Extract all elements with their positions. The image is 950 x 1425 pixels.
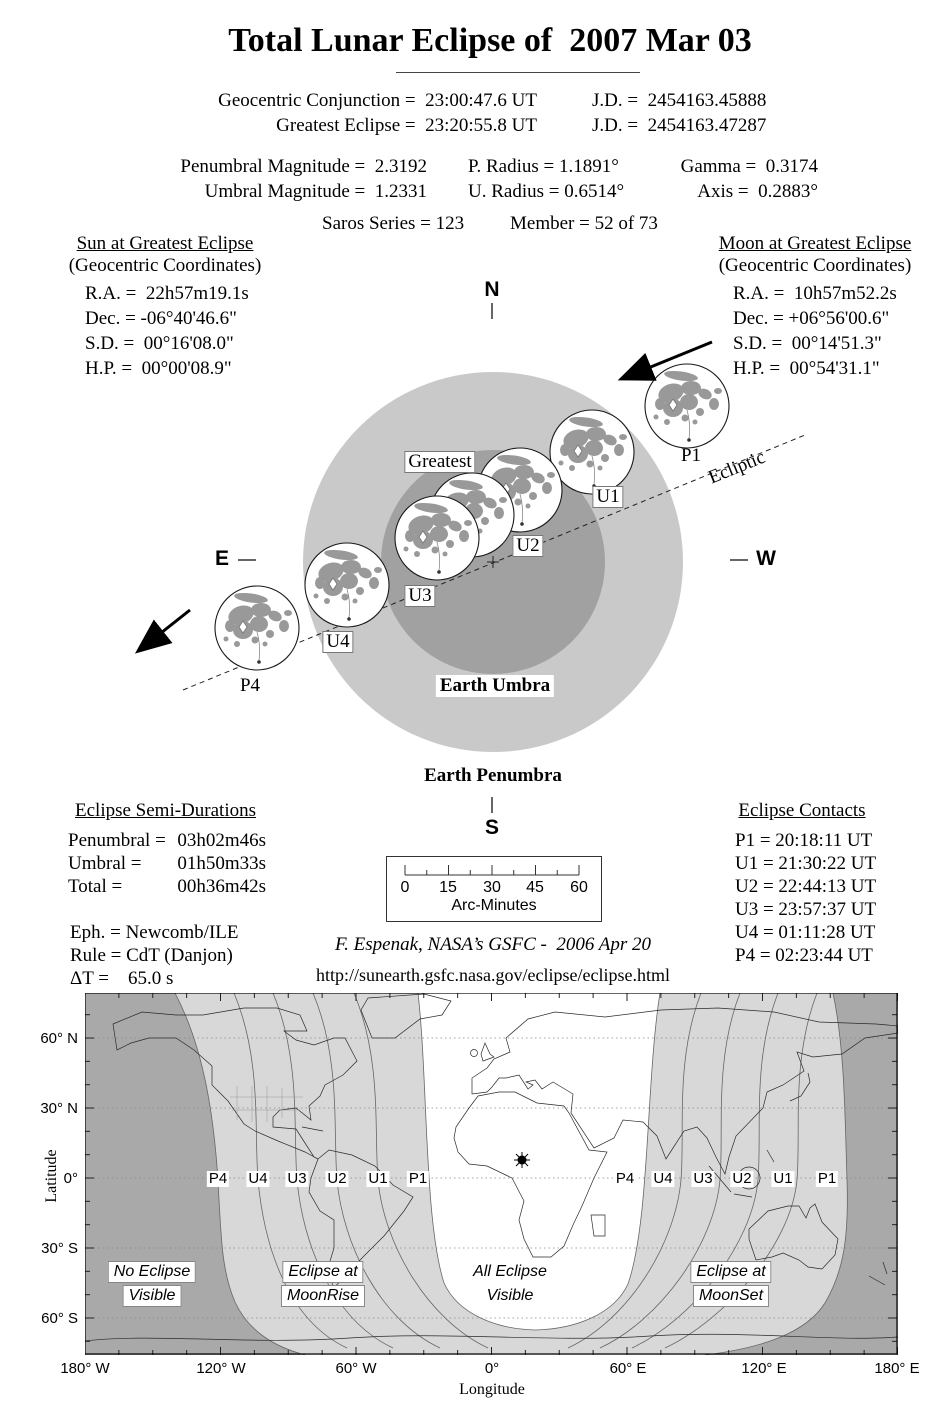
lat-axis-title: Latitude bbox=[43, 1149, 60, 1203]
credit-author: F. Espenak, NASA’s GSFC - 2006 Apr 20 bbox=[335, 934, 651, 955]
saros-member: Member = 52 of 73 bbox=[510, 213, 658, 234]
saros-series: Saros Series = 123 bbox=[322, 213, 465, 234]
label-ecliptic: Ecliptic bbox=[705, 446, 769, 489]
map-contact-west-u2: U2 bbox=[327, 1170, 347, 1187]
zone-no-eclipse-line1: No Eclipse bbox=[108, 1261, 196, 1283]
moon-hp: H.P. = 00°54'31.1" bbox=[733, 358, 880, 379]
contact-u4: U4 = 01:11:28 UT bbox=[735, 922, 876, 943]
scale-ruler bbox=[387, 859, 601, 881]
p-radius: P. Radius = 1.1891° bbox=[468, 156, 619, 177]
moon-block-subtitle: (Geocentric Coordinates) bbox=[718, 255, 912, 276]
greatest-eclipse-zenith-marker bbox=[514, 1152, 530, 1168]
map-contact-west-u3: U3 bbox=[287, 1170, 307, 1187]
gamma: Gamma = 0.3174 bbox=[680, 156, 818, 177]
contact-p4: P4 = 02:23:44 UT bbox=[735, 945, 873, 966]
map-contact-east-u4: U4 bbox=[653, 1170, 673, 1187]
duration-row bbox=[68, 853, 266, 875]
zone-all-eclipse-line1: All Eclipse bbox=[468, 1262, 552, 1282]
lon-label-60e: 60° E bbox=[609, 1360, 647, 1377]
label-u2: U2 bbox=[512, 535, 543, 557]
scale-tick-15: 15 bbox=[439, 879, 457, 896]
contact-p1: P1 = 20:18:11 UT bbox=[735, 830, 873, 851]
u-radius: U. Radius = 0.6514° bbox=[468, 181, 625, 202]
scale-tick-0: 0 bbox=[400, 879, 410, 896]
moon-u3 bbox=[395, 496, 479, 580]
lon-label-120e: 120° E bbox=[741, 1360, 787, 1377]
map-contact-west-u1: U1 bbox=[368, 1170, 388, 1187]
moon-dec: Dec. = +06°56'00.6" bbox=[733, 308, 890, 329]
label-earth-umbra: Earth Umbra bbox=[436, 675, 554, 697]
lat-label-0: 0° bbox=[63, 1170, 78, 1187]
label-u1: U1 bbox=[592, 486, 623, 508]
label-greatest: Greatest bbox=[404, 451, 475, 473]
lon-axis-title: Longitude bbox=[459, 1381, 525, 1398]
label-u4: U4 bbox=[322, 631, 353, 653]
moon-p4 bbox=[215, 586, 299, 670]
moon-sd: S.D. = 00°14'51.3" bbox=[733, 333, 882, 354]
scale-bar bbox=[386, 856, 602, 922]
map-contact-east-u1: U1 bbox=[773, 1170, 793, 1187]
umbral-magnitude: Umbral Magnitude = 1.2331 bbox=[204, 181, 427, 202]
duration-row bbox=[68, 830, 266, 852]
eph-line: Eph. = Newcomb/ILE bbox=[70, 922, 239, 943]
lon-label-0: 0° bbox=[484, 1360, 500, 1377]
rule-line: Rule = CdT (Danjon) bbox=[70, 945, 233, 966]
duration-value: 03h02m46s bbox=[177, 830, 266, 851]
label-p4: P4 bbox=[239, 675, 261, 696]
delta-t-line: ΔT = 65.0 s bbox=[70, 968, 174, 989]
sun-block-title: Sun at Greatest Eclipse bbox=[76, 233, 254, 254]
compass-s: S bbox=[484, 816, 500, 839]
zone-moonrise-line2: MoonRise bbox=[281, 1285, 365, 1307]
page-title: Total Lunar Eclipse of 2007 Mar 03 bbox=[228, 22, 752, 59]
map-contact-west-p4: P4 bbox=[208, 1170, 228, 1187]
shadow-diagram bbox=[0, 270, 950, 850]
duration-label: Total = bbox=[68, 876, 123, 897]
lon-label-180e: 180° E bbox=[874, 1360, 920, 1377]
contact-u2: U2 = 22:44:13 UT bbox=[735, 876, 877, 897]
duration-value: 00h36m42s bbox=[177, 876, 266, 897]
greatest-eclipse-jd: J.D. = 2454163.47287 bbox=[592, 115, 767, 136]
map-contact-east-u3: U3 bbox=[693, 1170, 713, 1187]
moon-ra: R.A. = 10h57m52.2s bbox=[733, 283, 897, 304]
lat-label-30n: 30° N bbox=[40, 1100, 78, 1117]
duration-row bbox=[68, 876, 266, 898]
map-contact-west-p1: P1 bbox=[408, 1170, 428, 1187]
contact-u3: U3 = 23:57:37 UT bbox=[735, 899, 877, 920]
label-p1: P1 bbox=[680, 445, 702, 466]
label-u3: U3 bbox=[404, 585, 435, 607]
label-earth-penumbra: Earth Penumbra bbox=[424, 765, 562, 786]
sun-sd: S.D. = 00°16'08.0" bbox=[85, 333, 234, 354]
duration-label: Penumbral = bbox=[68, 830, 166, 851]
sun-block-subtitle: (Geocentric Coordinates) bbox=[68, 255, 262, 276]
zone-moonset-line2: MoonSet bbox=[693, 1285, 769, 1307]
durations-title: Eclipse Semi-Durations bbox=[75, 800, 256, 821]
scale-tick-45: 45 bbox=[526, 879, 544, 896]
map-contact-east-p1: P1 bbox=[817, 1170, 837, 1187]
title-rule bbox=[396, 72, 640, 73]
lon-label-180w: 180° W bbox=[60, 1360, 110, 1377]
conjunction-line: Geocentric Conjunction = 23:00:47.6 UT bbox=[218, 90, 537, 111]
penumbral-magnitude: Penumbral Magnitude = 2.3192 bbox=[180, 156, 427, 177]
lat-label-60n: 60° N bbox=[40, 1030, 78, 1047]
sun-dec: Dec. = -06°40'46.6" bbox=[85, 308, 237, 329]
moon-u4 bbox=[305, 543, 389, 627]
contacts-title: Eclipse Contacts bbox=[738, 800, 866, 821]
zone-moonset-line1: Eclipse at bbox=[690, 1261, 771, 1283]
map-contact-west-u4: U4 bbox=[248, 1170, 268, 1187]
moon-p1 bbox=[645, 364, 729, 448]
lat-label-30s: 30° S bbox=[41, 1240, 78, 1257]
conjunction-jd: J.D. = 2454163.45888 bbox=[592, 90, 767, 111]
compass-e: E bbox=[214, 547, 230, 570]
contact-u1: U1 = 21:30:22 UT bbox=[735, 853, 877, 874]
motion-arrow-lower bbox=[142, 610, 190, 648]
scale-units-label: Arc-Minutes bbox=[451, 897, 537, 914]
greatest-eclipse-line: Greatest Eclipse = 23:20:55.8 UT bbox=[276, 115, 537, 136]
sun-hp: H.P. = 00°00'08.9" bbox=[85, 358, 232, 379]
axis: Axis = 0.2883° bbox=[697, 181, 818, 202]
scale-tick-30: 30 bbox=[483, 879, 501, 896]
lon-label-60w: 60° W bbox=[335, 1360, 377, 1377]
sun-ra: R.A. = 22h57m19.1s bbox=[85, 283, 249, 304]
scale-tick-60: 60 bbox=[570, 879, 588, 896]
lon-label-120w: 120° W bbox=[196, 1360, 246, 1377]
credit-url: http://sunearth.gsfc.nasa.gov/eclipse/eclipse.html bbox=[316, 965, 670, 985]
compass-n: N bbox=[484, 278, 500, 301]
moon-block-title: Moon at Greatest Eclipse bbox=[718, 233, 912, 254]
duration-label: Umbral = bbox=[68, 853, 142, 874]
lat-label-60s: 60° S bbox=[41, 1310, 78, 1327]
zone-no-eclipse-line2: Visible bbox=[123, 1285, 182, 1307]
duration-value: 01h50m33s bbox=[177, 853, 266, 874]
map-contact-east-u2: U2 bbox=[732, 1170, 752, 1187]
zone-moonrise-line1: Eclipse at bbox=[282, 1261, 363, 1283]
moon-u1 bbox=[550, 410, 634, 494]
compass-w: W bbox=[756, 547, 776, 570]
map-contact-east-p4: P4 bbox=[615, 1170, 635, 1187]
zone-all-eclipse-line2: Visible bbox=[482, 1286, 539, 1306]
